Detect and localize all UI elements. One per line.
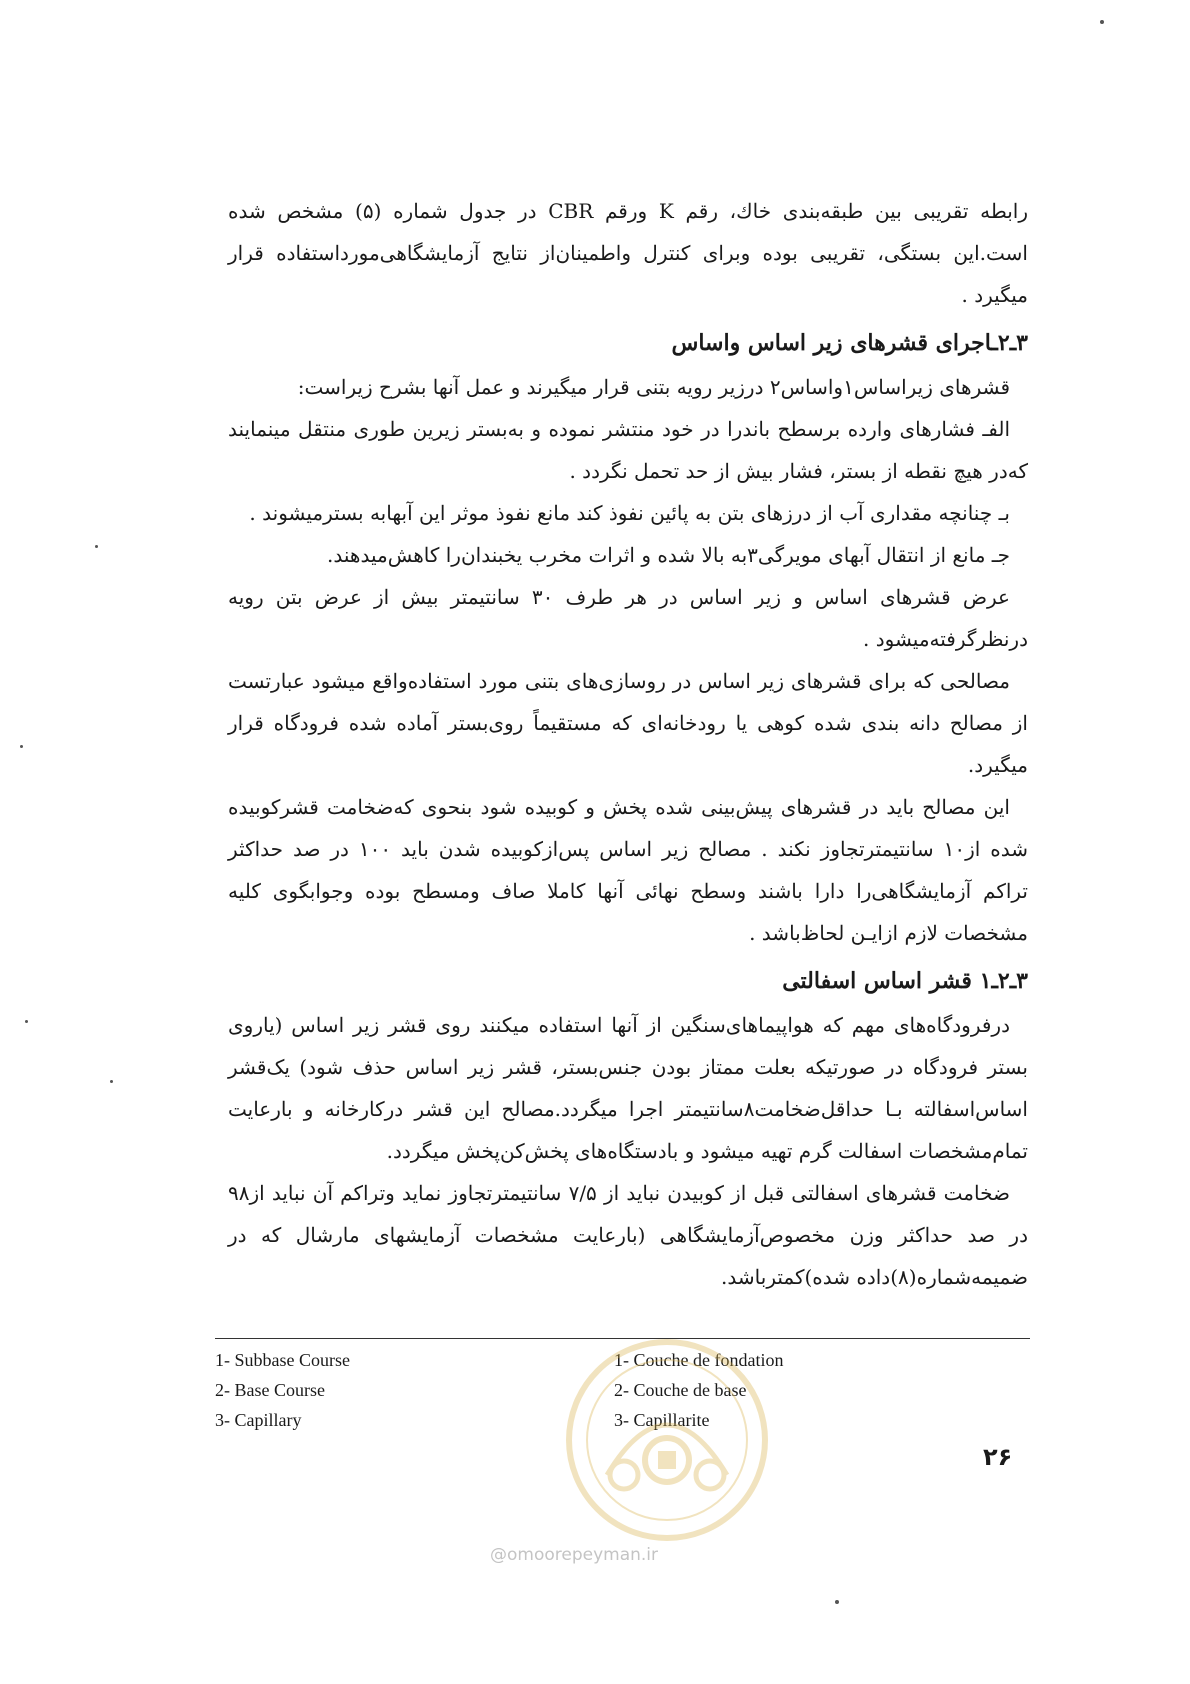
footnote-item: 3- Capillary <box>215 1410 302 1430</box>
footnote-item: 1- Couche de fondation <box>614 1350 784 1370</box>
body-paragraph: قشرهای زیراساس۱واساس۲ درزیر رویه بتنی قرار میگیرند و عمل آنها بشرح زیراست: <box>297 375 1010 399</box>
scan-speck <box>1100 20 1104 24</box>
footnote-item: 3- Capillarite <box>614 1410 710 1430</box>
body-paragraph: عرض قشرهای اساس و زیر اساس در هر طرف ۳۰ سانتیمتر بیش از عرض بتن رویه درنظرگرفته‌میشود . <box>228 585 1028 651</box>
scan-speck <box>835 1600 839 1604</box>
scan-speck <box>110 1080 113 1083</box>
body-text <box>228 190 1028 1298</box>
body-paragraph: مصالحی که برای قشرهای زیر اساس در روسازی‌های بتنی مورد استفاده‌واقع میشود عبارتست از مصالح دانه بندی شده کوهی یا رودخانه‌ای که مستقیماً روی‌بستر آماده شده فرودگاه قرار میگیرد. <box>228 669 1028 777</box>
body-paragraph: این مصالح باید در قشرهای پیش‌بینی شده پخش و کوبیده شود بنحوی که‌ضخامت قشرکوبیده شده از۱۰ سانتیمترتجاوز نکند . مصالح زیر اساس پس‌ازکوبیده شدن باید ۱۰۰ در صد حداکثر تراکم آزمایشگاهی‌را دارا باشند وسطح نهائی آنها کاملا صاف ومسطح بوده وجوابگوی کلیه مشخصات لازم ازایـن لحاظ‌باشد . <box>228 795 1028 945</box>
body-paragraph: جـ مانع از انتقال آبهای مویرگی۳به بالا شده و اثرات مخرب یخبندان‌را کاهش‌میدهند. <box>327 543 1010 567</box>
scan-speck <box>25 1020 28 1023</box>
body-paragraph: ضخامت قشرهای اسفالتی قبل از کوبیدن نباید از ۷/۵ سانتیمترتجاوز نماید وتراکم آن نباید از۹۸ در صد حداکثر وزن مخصوص‌آزمایشگاهی (بارعایت مشخصات آزمایشهای مارشال که در ضمیمه‌شماره(۸)داده شده)کمترباشد. <box>228 1181 1028 1289</box>
scan-speck <box>20 745 23 748</box>
page-number: ۲۶ <box>983 1443 1013 1471</box>
publisher-seal-icon <box>562 1335 772 1545</box>
footnotes-english <box>215 1345 350 1435</box>
body-paragraph: بـ چنانچه مقداری آب از درزهای بتن به پائین نفوذ کند مانع نفوذ موثر این آبهابه بسترمیشوند . <box>249 501 1010 525</box>
scan-speck <box>95 545 98 548</box>
section-heading: ۳ـ۲ـاجرای قشرهای زیر اساس واساس <box>671 330 1028 356</box>
footnote-item: 2- Base Course <box>215 1380 325 1400</box>
body-paragraph: رابطه تقریبی بین طبقه‌بندی خاك، رقم K ورقم CBR در جدول شماره (۵) مشخص شده است.این بستگی، تقریبی بوده وبرای کنترل واطمینان‌از نتایج آزمایشگاهی‌مورداستفاده قرار میگیرد . <box>228 199 1029 307</box>
watermark: @omoorepeyman.ir <box>490 1545 659 1565</box>
section-heading: ۳ـ۲ـ۱ قشر اساس اسفالتی <box>782 968 1028 994</box>
footnote-item: 1- Subbase Course <box>215 1350 350 1370</box>
body-paragraph: الفـ فشارهای وارده برسطح باندرا در خود منتشر نموده و به‌بستر زیرین طوری منتقل مینمایند که‌در هیچ نقطه از بستر، فشار بیش از حد تحمل نگردد . <box>228 417 1028 483</box>
body-paragraph: درفرودگاه‌های مهم که هواپیماهای‌سنگین از آنها استفاده میکنند روی قشر زیر اساس (یاروی بستر فرودگاه در صورتیکه بعلت ممتاز بودن جنس‌بستر، قشر زیر اساس حذف شود) یک‌قشر اساس‌اسفالته بـا حداقل‌ضخامت۸سانتیمتر اجرا میگردد.مصالح این قشر درکارخانه و بارعایت تمام‌مشخصات اسفالت گرم تهیه میشود و بادستگاه‌های پخش‌کن‌پخش میگردد. <box>228 1013 1028 1163</box>
footnote-item: 2- Couche de base <box>614 1380 747 1400</box>
